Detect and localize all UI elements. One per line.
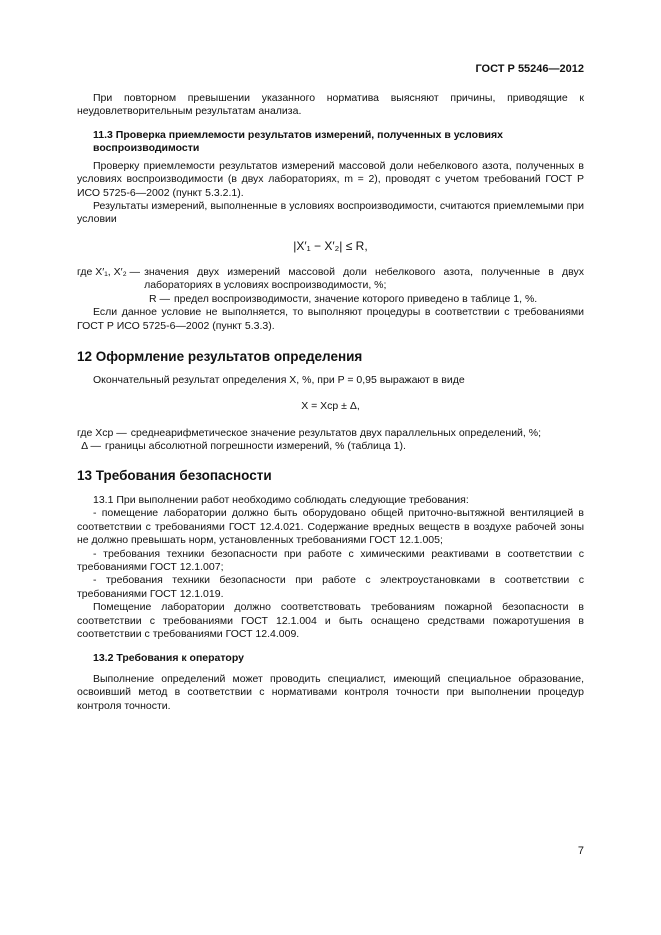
formula-result: X = Xср ± Δ, xyxy=(301,400,360,412)
section-11-3-p2: Результаты измерений, выполненные в условиях воспроизводимости, считаются приемлемыми при условии xyxy=(77,200,584,226)
where-xcp-text: среднеарифметическое значение результатов двух параллельных определений, %; xyxy=(130,427,542,439)
where-delta-text: границы абсолютной погрешности измерений, % (таблица 1). xyxy=(105,440,406,453)
section-12-title: 12 Оформление результатов определения xyxy=(77,349,363,364)
paragraph-text: При повторном превышении указанного норматива выясняют причины, приводящие к неудовлетворительным результатам анализа. xyxy=(77,92,584,118)
section-13-title: 13 Требования безопасности xyxy=(77,468,272,483)
section-11-3-p3: Если данное условие не выполняется, то выполняют процедуры в соответствии с требованиями ГОСТ Р ИСО 5725-6—2002 (пункт 5.3.3). xyxy=(77,306,584,332)
section-13-2-title: 13.2 Требования к оператору xyxy=(93,652,244,664)
where-x-prefix: где X′₁, X′₂ — xyxy=(77,266,141,278)
standard-header: ГОСТ Р 55246—2012 xyxy=(475,63,584,75)
where-r-text: предел воспроизводимости, значение которого приведено в таблице 1, %. xyxy=(174,292,538,305)
section-13-p5: Помещение лаборатории должно соответствовать требованиям пожарной безопасности в соответствии с требованиями ГОСТ 12.1.004 и быть оснащено средствами пожаротушения в соответствии с требованиями ГОСТ 12.4.009. xyxy=(77,601,584,641)
formula-reproducibility: |X′₁ − X′₂| ≤ R, xyxy=(293,239,368,253)
section-12-p1-wrap xyxy=(77,374,584,387)
section-13-2-p1: Выполнение определений может проводить специалист, имеющий специальное образование, освоивший метод в соответствии с нормативами контроля точности при выполнении процедур контроля точности. xyxy=(77,673,584,712)
page-number: 7 xyxy=(577,845,584,857)
where-r-prefix: R — xyxy=(149,292,170,305)
section-11-3-title-line1: 11.3 Проверка приемлемости результатов измерений, полученных в условиях xyxy=(93,129,503,141)
section-13-p2: - помещение лаборатории должно быть оборудовано общей приточно-вытяжной вентиляцией в соответствии с требованиями ГОСТ 12.4.021. Содержание вредных веществ в воздухе рабочей зоны не должно превышать норм, установленных требованиями ГОСТ 12.1.005; xyxy=(77,507,584,547)
section-11-3-where xyxy=(77,266,584,333)
where-xcp-prefix: где Xср — xyxy=(77,427,127,439)
section-11-3-p1: Проверку приемлемости результатов измерений массовой доли небелкового азота, полученных в условиях воспроизводимости (в двух лабораториях, m = 2), проводят с учетом требований ГОСТ Р ИСО 5725-6—2002 (пункт 5.3.2.1). xyxy=(77,159,584,199)
where-delta-prefix: Δ — xyxy=(81,440,101,453)
section-13-2-body xyxy=(77,673,584,713)
section-11-3-title-line2: воспроизводимости xyxy=(93,142,200,155)
section-13-body xyxy=(77,494,584,641)
section-12-p1: Окончательный результат определения X, %, при P = 0,95 выражают в виде xyxy=(93,374,465,386)
section-13-p4: - требования техники безопасности при работе с электроустановками в соответствии с требованиями ГОСТ 12.1.019. xyxy=(77,574,584,600)
section-13-p3: - требования техники безопасности при работе с химическими реактивами в соответствии с требованиями ГОСТ 12.1.007; xyxy=(77,547,584,574)
section-12-where xyxy=(77,427,584,454)
paragraph-top xyxy=(77,92,584,119)
where-x-text: значения двух измерений массовой доли небелкового азота, полученные в двух лабораториях в условиях воспроизводимости, %; xyxy=(144,266,584,292)
section-13-p1: 13.1 При выполнении работ необходимо соблюдать следующие требования: xyxy=(93,494,469,506)
section-11-3 xyxy=(77,129,584,227)
